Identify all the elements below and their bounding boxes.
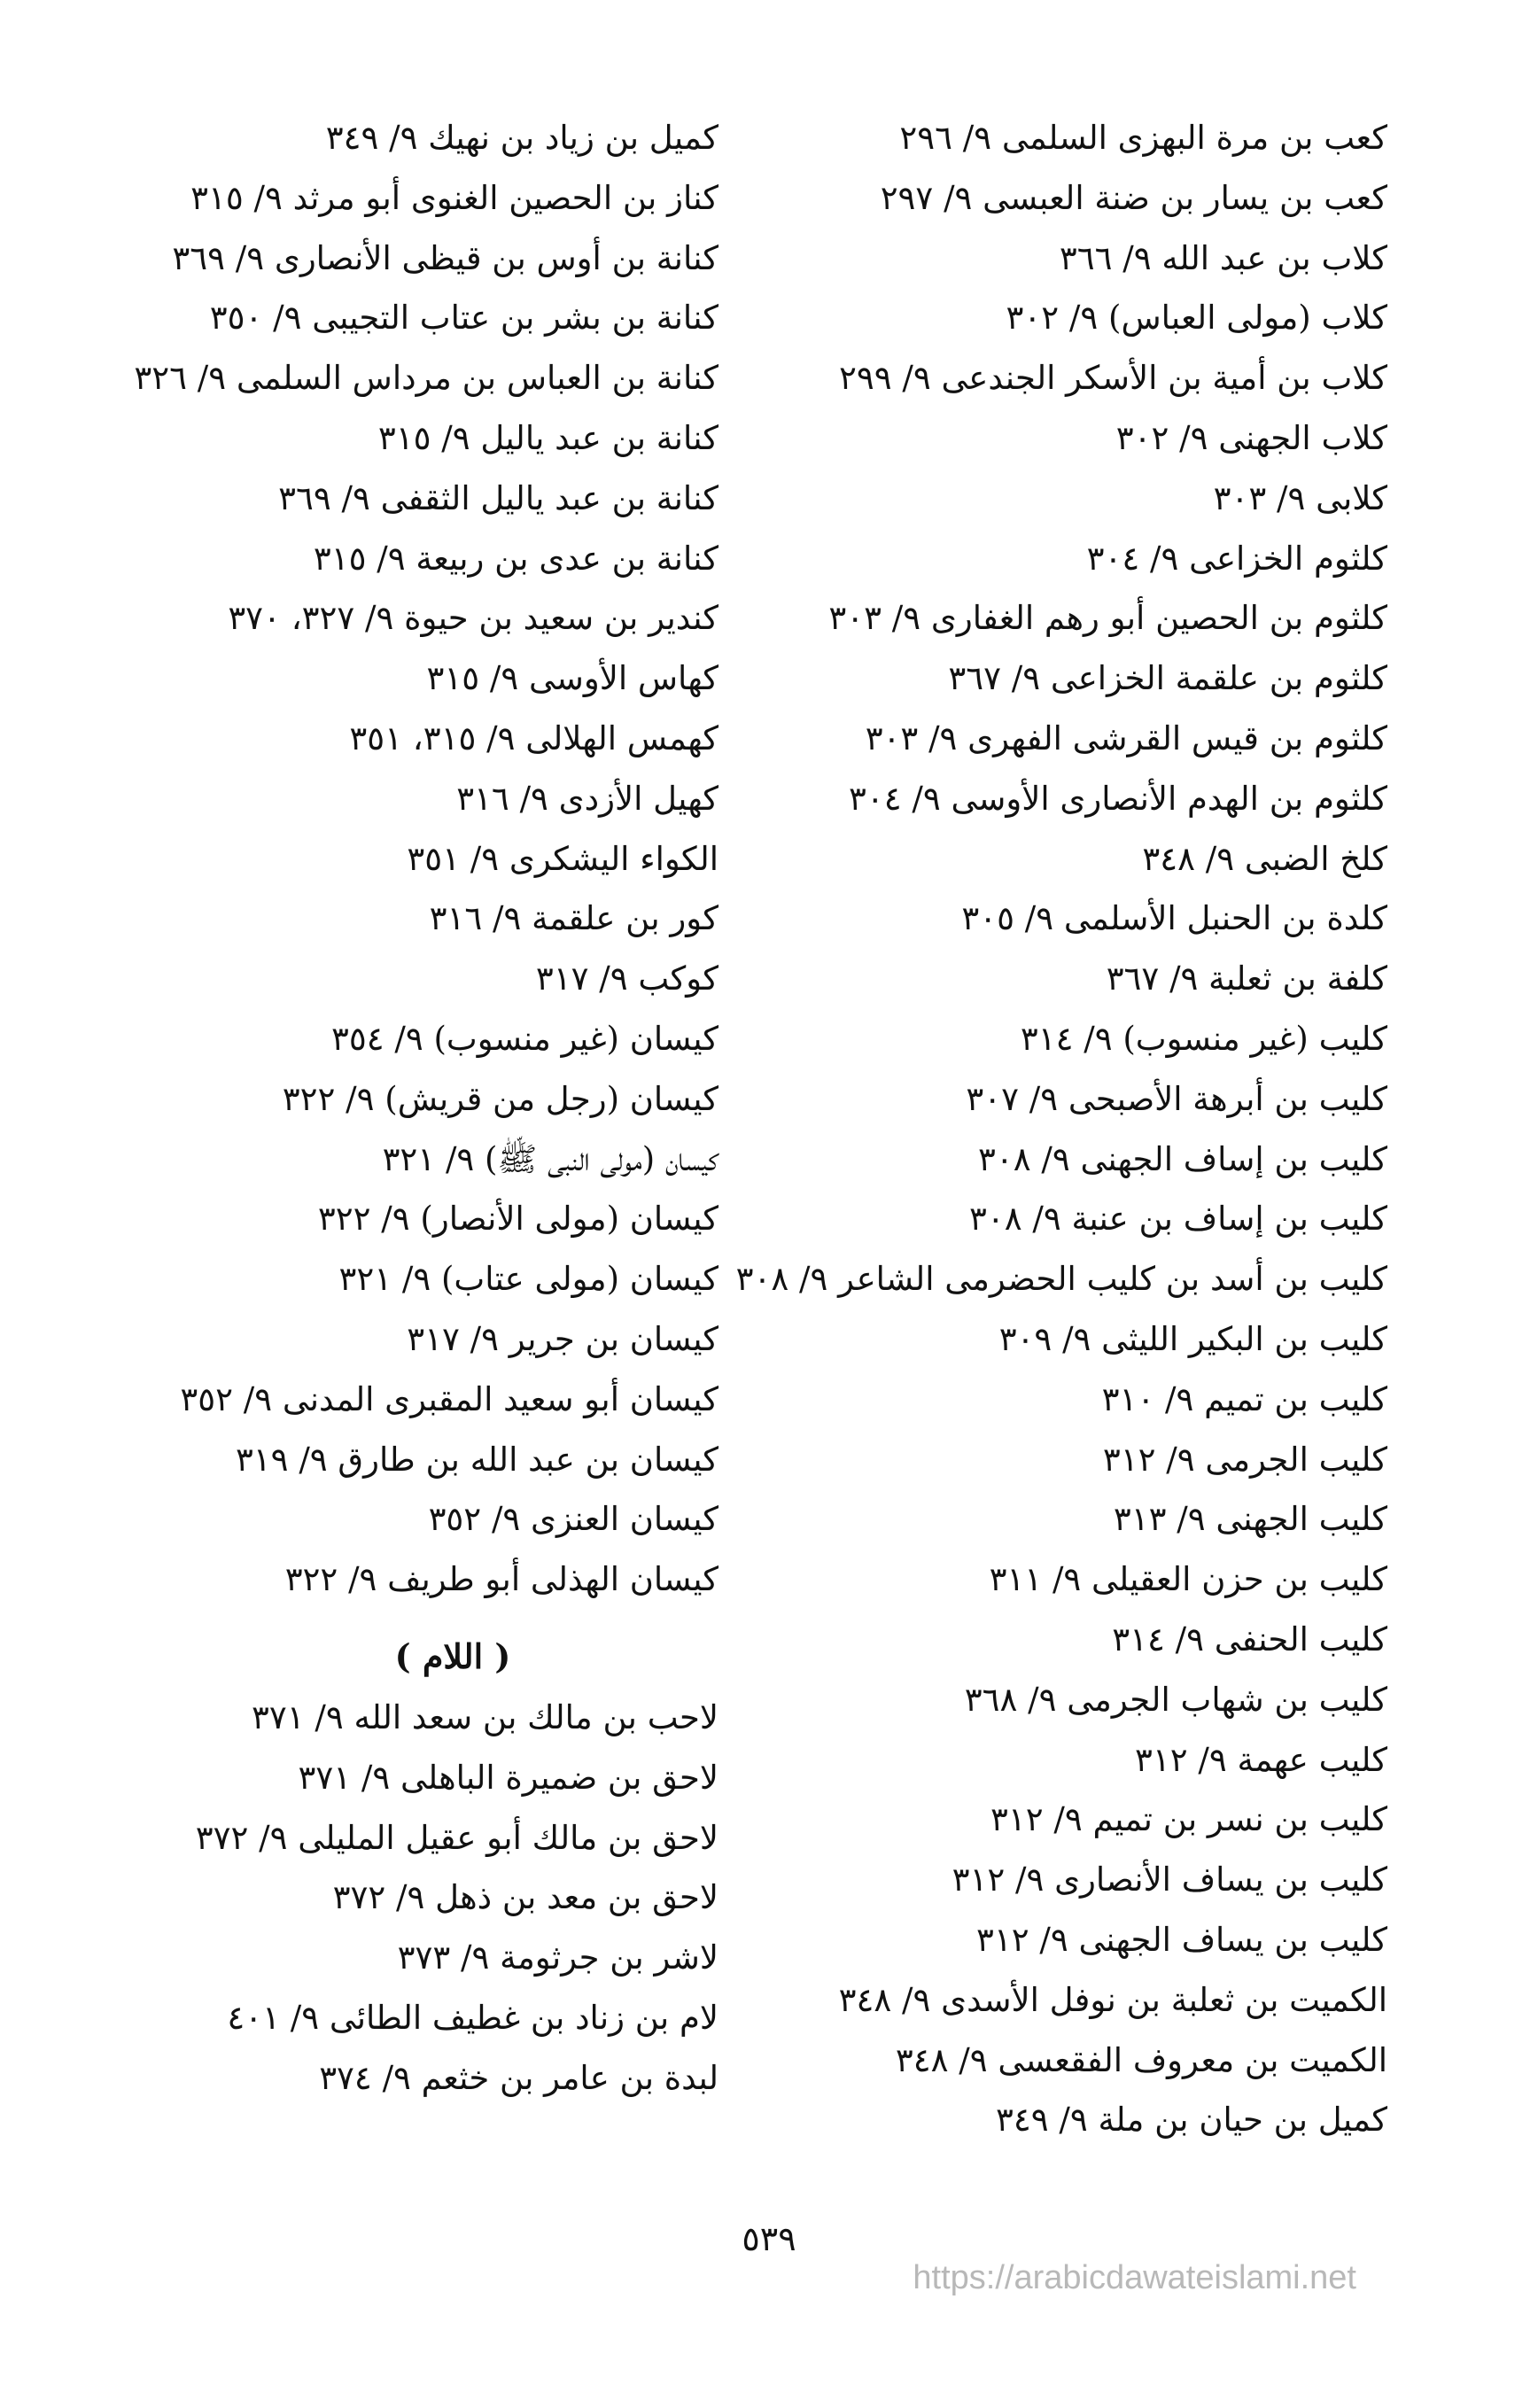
index-entry: كنانة بن أوس بن قيظى الأنصارى ٩/ ٣٦٩ <box>172 238 719 277</box>
index-entry: كناز بن الحصين الغنوى أبو مرثد ٩/ ٣١٥ <box>190 178 719 217</box>
index-entry: لاحق بن مالك أبو عقيل المليلى ٩/ ٣٧٢ <box>195 1818 719 1857</box>
index-entry: كعب بن مرة البهزى السلمى ٩/ ٢٩٦ <box>899 119 1387 157</box>
index-entry: كليب بن البكير الليثى ٩/ ٣٠٩ <box>998 1319 1387 1358</box>
index-entry: كليب بن يساف الجهنى ٩/ ٣١٢ <box>975 1920 1387 1959</box>
index-entry: كلابى ٩/ ٣٠٣ <box>1213 478 1387 517</box>
index-entry: كليب بن حزن العقيلى ٩/ ٣١١ <box>989 1560 1387 1599</box>
index-entry: كيسان بن عبد الله بن طارق ٩/ ٣١٩ <box>235 1440 719 1479</box>
index-entry: كليب بن أسد بن كليب الحضرمى الشاعر ٩/ ٣٠٨ <box>735 1260 1387 1299</box>
index-entry: كندير بن سعيد بن حيوة ٩/ ٣٢٧، ٣٧٠ <box>228 599 719 638</box>
index-entry: كلثوم بن الهدم الأنصارى الأوسى ٩/ ٣٠٤ <box>849 779 1387 818</box>
index-entry: كليب عهمة ٩/ ٣١٢ <box>1135 1740 1387 1779</box>
index-entry: كيسان بن جرير ٩/ ٣١٧ <box>407 1319 719 1358</box>
index-entry: كهاس الأوسى ٩/ ٣١٥ <box>426 659 719 698</box>
index-entry: كيسان (رجل من قريش) ٩/ ٣٢٢ <box>282 1079 719 1118</box>
index-entry: كيسان أبو سعيد المقبرى المدنى ٩/ ٣٥٢ <box>180 1379 719 1418</box>
index-entry: الكميت بن معروف الفقعسى ٩/ ٣٤٨ <box>895 2040 1387 2079</box>
index-entry: كليب الجرمى ٩/ ٣١٢ <box>1102 1440 1387 1479</box>
index-entry: كليب الحنفى ٩/ ٣١٤ <box>1112 1620 1387 1658</box>
index-entry: كليب بن نسر بن تميم ٩/ ٣١٢ <box>990 1800 1387 1839</box>
index-entry: كيسان الهذلى أبو طريف ٩/ ٣٢٢ <box>284 1560 719 1599</box>
index-entry: كنانة بن عبد ياليل الثقفى ٩/ ٣٦٩ <box>278 478 719 517</box>
index-entry: كنانة بن عدى بن ربيعة ٩/ ٣١٥ <box>313 539 719 578</box>
index-entry: كيسان (مولى النبى ﷺ) ٩/ ٣٢١ <box>382 1139 719 1178</box>
index-entry: لبدة بن عامر بن خثعم ٩/ ٣٧٤ <box>319 2058 719 2097</box>
index-entry: كهمس الهلالى ٩/ ٣١٥، ٣٥١ <box>349 719 719 757</box>
page-number: ٥٣٩ <box>742 2219 796 2258</box>
index-entry: كليب بن أبرهة الأصبحى ٩/ ٣٠٧ <box>966 1079 1387 1118</box>
index-entry: الكواء اليشكرى ٩/ ٣٥١ <box>407 839 719 878</box>
index-entry: كميل بن حيان بن ملة ٩/ ٣٤٩ <box>995 2101 1387 2140</box>
watermark-url: https://arabicdawateislami.net <box>913 2259 1356 2296</box>
index-entry: كيسان (مولى الأنصار) ٩/ ٣٢٢ <box>317 1200 719 1239</box>
index-entry: كوكب ٩/ ٣١٧ <box>535 959 719 998</box>
index-entry: كلخ الضبى ٩/ ٣٤٨ <box>1142 839 1387 878</box>
index-entry: كليب (غير منسوب) ٩/ ٣١٤ <box>1020 1019 1387 1058</box>
index-entry: لاحب بن مالك بن سعد الله ٩/ ٣٧١ <box>252 1697 719 1736</box>
index-entry: الكميت بن ثعلبة بن نوفل الأسدى ٩/ ٣٤٨ <box>838 1980 1387 2019</box>
index-entry: كليب بن إساف بن عنبة ٩/ ٣٠٨ <box>969 1200 1387 1239</box>
index-entry: كليب بن إساف الجهنى ٩/ ٣٠٨ <box>977 1139 1387 1178</box>
index-entry: كليب الجهنى ٩/ ٣١٣ <box>1113 1500 1387 1539</box>
index-entry: كهيل الأزدى ٩/ ٣١٦ <box>456 779 719 818</box>
index-entry: كنانة بن العباس بن مرداس السلمى ٩/ ٣٢٦ <box>134 359 719 398</box>
index-entry: كلاب بن أمية بن الأسكر الجندعى ٩/ ٢٩٩ <box>838 359 1387 398</box>
index-entry: كلدة بن الحنبل الأسلمى ٩/ ٣٠٥ <box>961 899 1387 938</box>
index-entry: كلثوم بن الحصين أبو رهم الغفارى ٩/ ٣٠٣ <box>828 599 1387 638</box>
right-column <box>714 108 1387 2150</box>
index-entry: كلثوم بن علقمة الخزاعى ٩/ ٣٦٧ <box>948 659 1387 698</box>
index-entry: كنانة بن بشر بن عتاب التجيبى ٩/ ٣٥٠ <box>209 299 719 338</box>
index-entry: كلفة بن ثعلبة ٩/ ٣٦٧ <box>1106 959 1387 998</box>
index-entry: كعب بن يسار بن ضنة العبسى ٩/ ٢٩٧ <box>880 178 1387 217</box>
index-entry: كيسان (مولى عتاب) ٩/ ٣٢١ <box>338 1260 719 1299</box>
index-entry: كميل بن زياد بن نهيك ٩/ ٣٤٩ <box>325 119 719 157</box>
index-entry: كلاب الجهنى ٩/ ٣٠٢ <box>1115 418 1387 457</box>
left-column <box>81 108 719 2109</box>
index-entry: كور بن علقمة ٩/ ٣١٦ <box>429 899 719 938</box>
index-entry: كليب بن تميم ٩/ ٣١٠ <box>1101 1379 1387 1418</box>
index-entry: لاشر بن جرثومة ٩/ ٣٧٣ <box>397 1938 719 1977</box>
index-entry: كلاب (مولى العباس) ٩/ ٣٠٢ <box>1006 299 1387 338</box>
index-entry: كيسان العنزى ٩/ ٣٥٢ <box>428 1500 719 1539</box>
index-entry: كلثوم بن قيس القرشى الفهرى ٩/ ٣٠٣ <box>865 719 1387 757</box>
index-entry: كليب بن شهاب الجرمى ٩/ ٣٦٨ <box>964 1680 1387 1719</box>
index-entry: كليب بن يساف الأنصارى ٩/ ٣١٢ <box>952 1860 1387 1899</box>
index-entry: كيسان (غير منسوب) ٩/ ٣٥٤ <box>331 1019 719 1058</box>
index-entry: لام بن زناد بن غطيف الطائى ٩/ ٤٠١ <box>227 1998 719 2037</box>
index-entry: كلثوم الخزاعى ٩/ ٣٠٤ <box>1086 539 1387 578</box>
index-entry: كنانة بن عبد ياليل ٩/ ٣١٥ <box>377 418 719 457</box>
section-heading-lam: ( اللام ) <box>394 1635 511 1676</box>
index-entry: كلاب بن عبد الله ٩/ ٣٦٦ <box>1059 238 1387 277</box>
index-entry: لاحق بن ضميرة الباهلى ٩/ ٣٧١ <box>298 1758 719 1797</box>
index-entry: لاحق بن معد بن ذهل ٩/ ٣٧٢ <box>332 1878 719 1917</box>
